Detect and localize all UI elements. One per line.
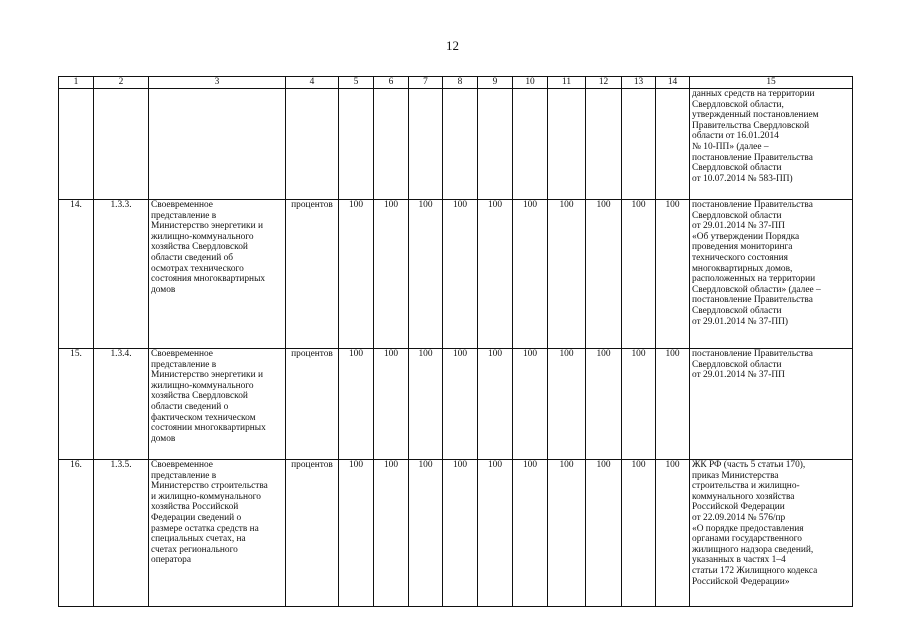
legal-basis-line: Свердловской области	[692, 359, 782, 370]
column-header: 4	[286, 77, 339, 89]
legal-basis-cell	[690, 460, 853, 607]
row-number-cell: 15.	[59, 349, 94, 460]
legal-basis-line: постановление Правительства	[692, 200, 813, 210]
value-cell: 100	[374, 349, 409, 460]
legal-basis-line: «Об утверждении Порядка	[692, 231, 800, 242]
description-line: хозяйства Свердловской	[151, 391, 248, 402]
description-line: Своевременное	[151, 349, 213, 359]
table-row	[59, 349, 853, 460]
legal-basis-line: от 29.01.2014 № 37-ПП)	[692, 316, 788, 327]
column-header: 10	[513, 77, 548, 89]
row-number-cell: 16.	[59, 460, 94, 607]
legal-basis-cell	[690, 349, 853, 460]
description-line: специальных счетах, на	[151, 534, 246, 545]
legal-basis-line: Свердловской области	[692, 305, 782, 316]
description-line: жилищно-коммунального	[151, 231, 254, 242]
value-cell: 100	[339, 200, 374, 349]
column-header: 7	[409, 77, 443, 89]
description-line: оператора	[151, 555, 191, 566]
description-line: и жилищно-коммунального	[151, 491, 261, 502]
description-line: состоянии многоквартирных	[151, 423, 266, 434]
column-header: 9	[478, 77, 513, 89]
table-row	[59, 460, 853, 607]
value-cell: 100	[339, 460, 374, 607]
legal-basis-line: органами государственного	[692, 534, 802, 545]
description-cell	[149, 89, 286, 200]
value-cell	[443, 89, 478, 200]
description-line: Министерство энергетики и	[151, 370, 263, 381]
legal-basis-line: Российской Федерации»	[692, 576, 790, 587]
value-cell: 100	[513, 460, 548, 607]
legal-basis-line: ЖК РФ (часть 5 статьи 170),	[692, 460, 806, 470]
value-cell: 100	[586, 200, 622, 349]
value-cell: 100	[656, 200, 690, 349]
legal-basis-line: Свердловской области,	[692, 99, 784, 110]
description-line: представление в	[151, 210, 217, 221]
value-cell: 100	[443, 460, 478, 607]
item-code-cell: 1.3.3.	[94, 200, 149, 349]
legal-basis-line: Свердловской области	[692, 210, 782, 221]
description-line: Федерации сведений о	[151, 512, 242, 523]
description-line: счетах регионального	[151, 544, 238, 555]
unit-cell	[286, 89, 339, 200]
legal-basis-line: № 10-ПП» (далее –	[692, 141, 769, 152]
column-header: 6	[374, 77, 409, 89]
value-cell: 100	[409, 349, 443, 460]
value-cell: 100	[374, 200, 409, 349]
value-cell	[513, 89, 548, 200]
value-cell: 100	[409, 200, 443, 349]
legal-basis-line: утвержденный постановлением	[692, 110, 819, 121]
value-cell: 100	[622, 460, 656, 607]
value-cell: 100	[443, 200, 478, 349]
legal-basis-line: расположенных на территории	[692, 274, 816, 285]
legal-basis-line: «О порядке предоставления	[692, 523, 804, 534]
indicators-table	[58, 76, 853, 607]
value-cell: 100	[656, 460, 690, 607]
legal-basis-line: Свердловской области» (далее –	[692, 284, 821, 295]
description-line: состояния многоквартирных	[151, 274, 266, 285]
value-cell	[478, 89, 513, 200]
item-code-cell: 1.3.4.	[94, 349, 149, 460]
description-cell	[149, 349, 286, 460]
value-cell: 100	[586, 460, 622, 607]
legal-basis-line: данных средств на территории	[692, 89, 815, 99]
legal-basis-line: проведения мониторинга	[692, 242, 793, 253]
column-header: 5	[339, 77, 374, 89]
value-cell: 100	[374, 460, 409, 607]
value-cell: 100	[409, 460, 443, 607]
column-header: 8	[443, 77, 478, 89]
description-line: осмотрах технического	[151, 263, 244, 274]
legal-basis-line: Российской Федерации	[692, 502, 785, 513]
value-cell: 100	[478, 349, 513, 460]
description-line: Министерство строительства	[151, 481, 268, 492]
column-header: 12	[586, 77, 622, 89]
description-line: домов	[151, 284, 176, 295]
column-header: 14	[656, 77, 690, 89]
legal-basis-line: от 10.07.2014 № 583-ПП)	[692, 173, 793, 184]
legal-basis-line: указанных в частях 1–4	[692, 555, 786, 566]
description-line: хозяйства Свердловской	[151, 242, 248, 253]
value-cell	[339, 89, 374, 200]
legal-basis-line: статьи 172 Жилищного кодекса	[692, 565, 818, 576]
description-line: представление в	[151, 359, 217, 370]
unit-cell: процентов	[286, 460, 339, 607]
value-cell	[548, 89, 586, 200]
description-line: размере остатка средств на	[151, 523, 259, 534]
page-number: 12	[446, 38, 459, 53]
description-line: домов	[151, 433, 176, 444]
legal-basis-line: многоквартирных домов,	[692, 263, 793, 274]
value-cell: 100	[443, 349, 478, 460]
value-cell	[622, 89, 656, 200]
description-cell	[149, 200, 286, 349]
column-header: 2	[94, 77, 149, 89]
legal-basis-line: Правительства Свердловской	[692, 120, 810, 131]
legal-basis-line: технического состояния	[692, 252, 788, 263]
value-cell: 100	[656, 349, 690, 460]
description-line: представление в	[151, 470, 217, 481]
header-row	[59, 77, 853, 89]
legal-basis-line: коммунального хозяйства	[692, 491, 795, 502]
value-cell: 100	[622, 200, 656, 349]
description-line: Министерство энергетики и	[151, 221, 263, 232]
description-line: области сведений об	[151, 252, 234, 263]
column-header: 13	[622, 77, 656, 89]
legal-basis-line: жилищного надзора сведений,	[692, 544, 814, 555]
value-cell: 100	[478, 460, 513, 607]
value-cell	[586, 89, 622, 200]
description-cell	[149, 460, 286, 607]
column-header: 3	[149, 77, 286, 89]
description-line: жилищно-коммунального	[151, 380, 254, 391]
value-cell	[656, 89, 690, 200]
description-line: Своевременное	[151, 200, 213, 210]
legal-basis-line: постановление Правительства	[692, 152, 813, 163]
legal-basis-line: от 29.01.2014 № 37-ПП	[692, 221, 785, 232]
value-cell: 100	[586, 349, 622, 460]
column-header: 1	[59, 77, 94, 89]
row-number-cell: 14.	[59, 200, 94, 349]
column-header: 11	[548, 77, 586, 89]
table-row	[59, 200, 853, 349]
item-code-cell: 1.3.5.	[94, 460, 149, 607]
value-cell: 100	[548, 349, 586, 460]
legal-basis-cell	[690, 89, 853, 200]
value-cell: 100	[478, 200, 513, 349]
value-cell: 100	[513, 200, 548, 349]
legal-basis-line: постановление Правительства	[692, 295, 813, 306]
description-line: области сведений о	[151, 401, 229, 412]
row-number-cell	[59, 89, 94, 200]
value-cell: 100	[339, 349, 374, 460]
legal-basis-line: строительства и жилищно-	[692, 481, 800, 492]
legal-basis-line: постановление Правительства	[692, 349, 813, 359]
column-header: 15	[690, 77, 853, 89]
unit-cell: процентов	[286, 349, 339, 460]
description-line: фактическом техническом	[151, 412, 256, 423]
unit-cell: процентов	[286, 200, 339, 349]
value-cell	[374, 89, 409, 200]
legal-basis-line: от 22.09.2014 № 576/пр	[692, 512, 786, 523]
value-cell: 100	[622, 349, 656, 460]
legal-basis-cell	[690, 200, 853, 349]
legal-basis-line: области от 16.01.2014	[692, 131, 779, 142]
item-code-cell	[94, 89, 149, 200]
legal-basis-line: от 29.01.2014 № 37-ПП	[692, 370, 785, 381]
description-line: Своевременное	[151, 460, 213, 470]
legal-basis-line: приказ Министерства	[692, 470, 779, 481]
value-cell: 100	[548, 200, 586, 349]
value-cell	[409, 89, 443, 200]
table-row	[59, 89, 853, 200]
value-cell: 100	[513, 349, 548, 460]
value-cell: 100	[548, 460, 586, 607]
description-line: хозяйства Российской	[151, 502, 239, 513]
legal-basis-line: Свердловской области	[692, 163, 782, 174]
